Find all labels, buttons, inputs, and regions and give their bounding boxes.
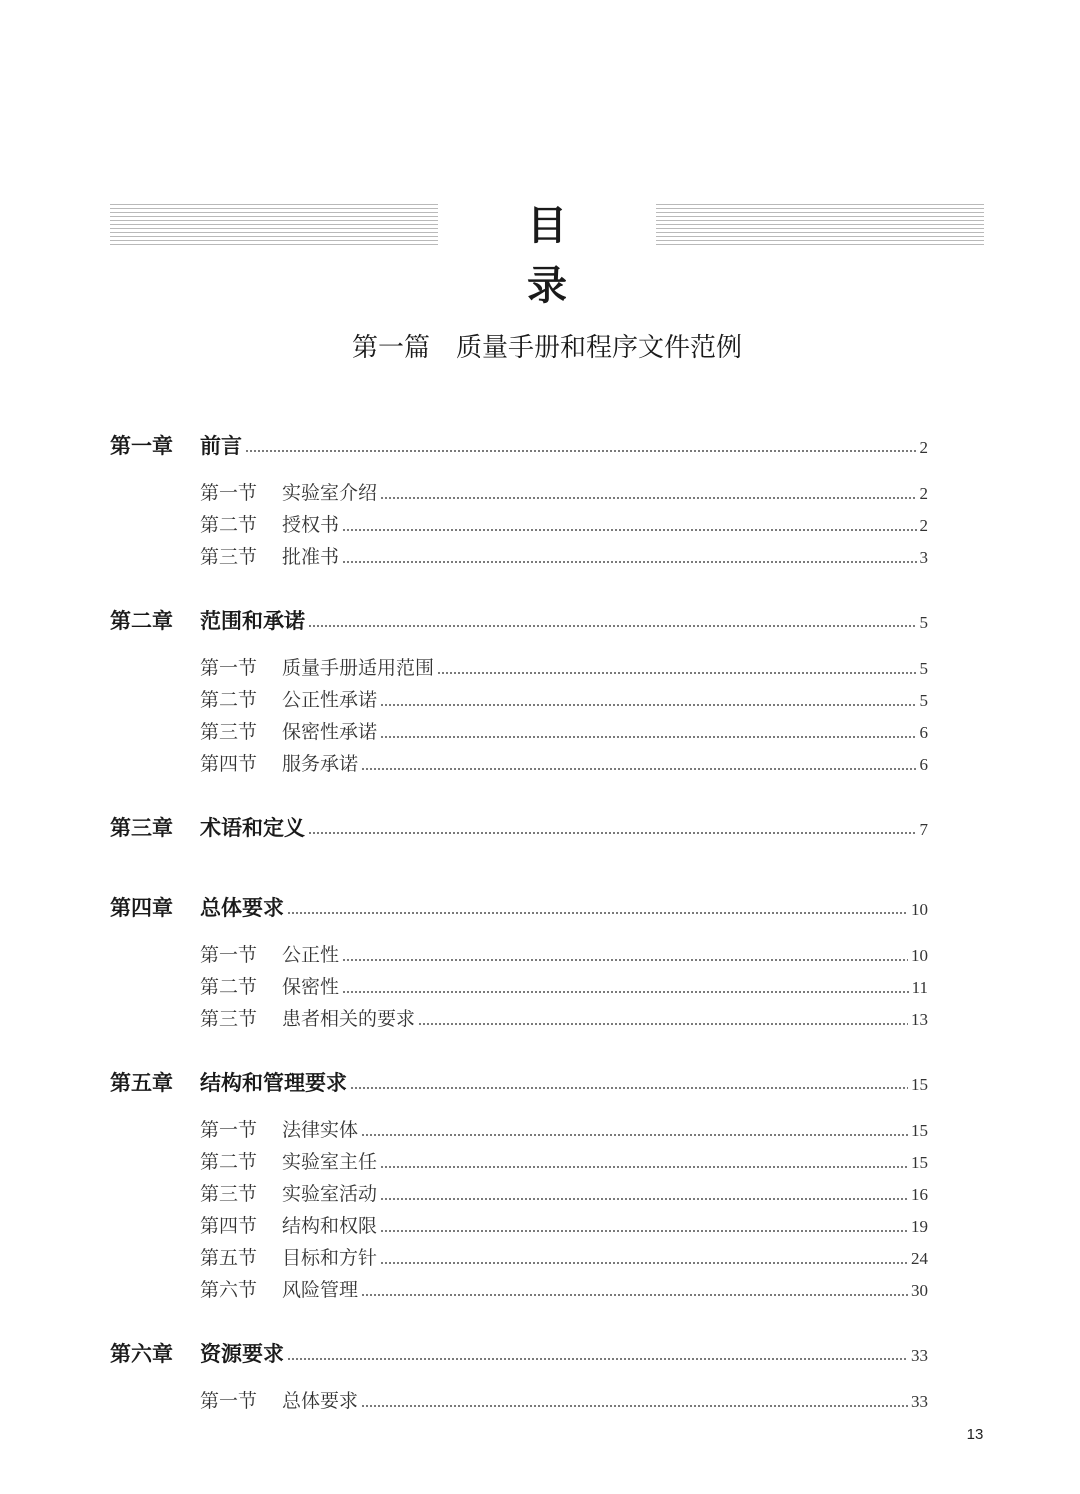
toc-section-entry[interactable] [110, 652, 928, 684]
dot-leader [380, 704, 916, 706]
page-number: 13 [966, 1426, 984, 1443]
entry-number: 第六节 [200, 1279, 258, 1301]
toc-section-entry[interactable] [110, 1178, 928, 1210]
entry-page-number: 24 [911, 1249, 928, 1268]
part-title [0, 326, 1080, 370]
entry-title: 法律实体 [282, 1119, 359, 1141]
entry-title: 总体要求 [282, 1390, 359, 1412]
dot-leader [342, 991, 909, 993]
entry-title: 公正性 [282, 944, 340, 966]
toc-section-entry[interactable] [110, 684, 928, 716]
entry-title: 术语和定义 [200, 815, 305, 840]
dot-leader [361, 1405, 908, 1407]
dot-leader [380, 1262, 908, 1264]
entry-number: 第一章 [110, 433, 173, 458]
toc-section-entry[interactable] [110, 939, 928, 971]
toc-section-entry[interactable] [110, 1242, 928, 1274]
dot-leader [342, 959, 908, 961]
entry-number: 第一节 [200, 1119, 258, 1141]
toc-chapter-entry[interactable] [110, 812, 928, 844]
entry-page-number: 2 [919, 438, 928, 457]
header-stripes-left [110, 204, 438, 248]
dot-leader [361, 1294, 908, 1296]
entry-title: 结构和权限 [282, 1215, 378, 1237]
toc-chapter-entry[interactable] [110, 430, 928, 462]
dot-leader [361, 1134, 908, 1136]
entry-number: 第三节 [200, 1008, 258, 1030]
entry-page-number: 15 [911, 1121, 928, 1140]
entry-title: 患者相关的要求 [282, 1008, 416, 1030]
dot-leader [308, 832, 917, 834]
entry-title: 保密性 [282, 976, 340, 998]
entry-number: 第一节 [200, 482, 258, 504]
entry-page-number: 5 [919, 691, 928, 710]
entry-title: 批准书 [282, 546, 340, 568]
dot-leader [342, 529, 916, 531]
entry-title: 实验室活动 [282, 1183, 378, 1205]
entry-title: 目标和方针 [282, 1247, 378, 1269]
entry-number: 第三节 [200, 721, 258, 743]
entry-title: 授权书 [282, 514, 340, 536]
entry-number: 第五节 [200, 1247, 258, 1269]
entry-page-number: 10 [911, 900, 928, 919]
entry-title: 资源要求 [200, 1341, 284, 1366]
entry-page-number: 5 [919, 659, 928, 678]
entry-number: 第四章 [110, 895, 173, 920]
dot-leader [380, 1198, 908, 1200]
entry-page-number: 19 [911, 1217, 928, 1236]
entry-page-number: 7 [919, 820, 928, 839]
entry-number: 第二章 [110, 608, 173, 633]
toc-section-entry[interactable] [110, 1146, 928, 1178]
dot-leader [418, 1023, 908, 1025]
entry-page-number: 11 [911, 978, 928, 997]
dot-leader [437, 672, 916, 674]
entry-page-number: 6 [919, 755, 928, 774]
entry-page-number: 16 [911, 1185, 928, 1204]
entry-number: 第一节 [200, 657, 258, 679]
dot-leader [361, 768, 916, 770]
entry-number: 第三节 [200, 1183, 258, 1205]
part-number: 第一篇 [351, 333, 430, 363]
entry-page-number: 13 [911, 1010, 928, 1029]
entry-number: 第一节 [200, 1390, 258, 1412]
entry-title: 保密性承诺 [282, 721, 378, 743]
dot-leader [287, 1358, 908, 1360]
entry-title: 实验室介绍 [282, 482, 378, 504]
toc-section-entry[interactable] [110, 1274, 928, 1306]
toc-section-entry[interactable] [110, 1003, 928, 1035]
toc-chapter-entry[interactable] [110, 892, 928, 924]
dot-leader [380, 736, 916, 738]
entry-title: 范围和承诺 [200, 608, 305, 633]
entry-number: 第三节 [200, 546, 258, 568]
part-name: 质量手册和程序文件范例 [456, 333, 743, 363]
entry-title: 结构和管理要求 [200, 1070, 347, 1095]
toc-chapter-entry[interactable] [110, 1067, 928, 1099]
dot-leader [380, 497, 916, 499]
entry-page-number: 33 [911, 1392, 928, 1411]
toc-heading: 目 录 [527, 202, 607, 309]
toc-chapter-entry[interactable] [110, 1338, 928, 1370]
entry-number: 第四节 [200, 1215, 258, 1237]
dot-leader [380, 1166, 908, 1168]
toc-chapter-entry[interactable] [110, 605, 928, 637]
entry-page-number: 2 [919, 484, 928, 503]
entry-title: 前言 [200, 433, 242, 458]
entry-page-number: 3 [919, 548, 928, 567]
entry-title: 服务承诺 [282, 753, 359, 775]
dot-leader [350, 1087, 908, 1089]
entry-number: 第四节 [200, 753, 258, 775]
entry-page-number: 30 [911, 1281, 928, 1300]
entry-title: 实验室主任 [282, 1151, 378, 1173]
entry-page-number: 33 [911, 1346, 928, 1365]
toc-section-entry[interactable] [110, 1385, 928, 1417]
dot-leader [308, 625, 917, 627]
entry-page-number: 15 [911, 1075, 928, 1094]
entry-number: 第二节 [200, 1151, 258, 1173]
toc-section-entry[interactable] [110, 1210, 928, 1242]
dot-leader [342, 561, 916, 563]
entry-page-number: 10 [911, 946, 928, 965]
toc-section-entry[interactable] [110, 748, 928, 780]
entry-title: 风险管理 [282, 1279, 359, 1301]
toc-section-entry[interactable] [110, 716, 928, 748]
entry-number: 第五章 [110, 1070, 173, 1095]
dot-leader [245, 450, 917, 452]
entry-number: 第二节 [200, 689, 258, 711]
entry-number: 第三章 [110, 815, 173, 840]
entry-page-number: 6 [919, 723, 928, 742]
entry-number: 第一节 [200, 944, 258, 966]
entry-page-number: 2 [919, 516, 928, 535]
toc-section-entry[interactable] [110, 971, 928, 1003]
toc-section-entry[interactable] [110, 509, 928, 541]
dot-leader [287, 912, 908, 914]
entry-title: 总体要求 [200, 895, 284, 920]
entry-number: 第六章 [110, 1341, 173, 1366]
entry-title: 质量手册适用范围 [282, 657, 435, 679]
header-stripes-right [656, 204, 984, 248]
toc-section-entry[interactable] [110, 477, 928, 509]
toc-section-entry[interactable] [110, 1114, 928, 1146]
entry-page-number: 15 [911, 1153, 928, 1172]
toc-section-entry[interactable] [110, 541, 928, 573]
entry-number: 第二节 [200, 514, 258, 536]
entry-number: 第二节 [200, 976, 258, 998]
entry-page-number: 5 [919, 613, 928, 632]
dot-leader [380, 1230, 908, 1232]
entry-title: 公正性承诺 [282, 689, 378, 711]
